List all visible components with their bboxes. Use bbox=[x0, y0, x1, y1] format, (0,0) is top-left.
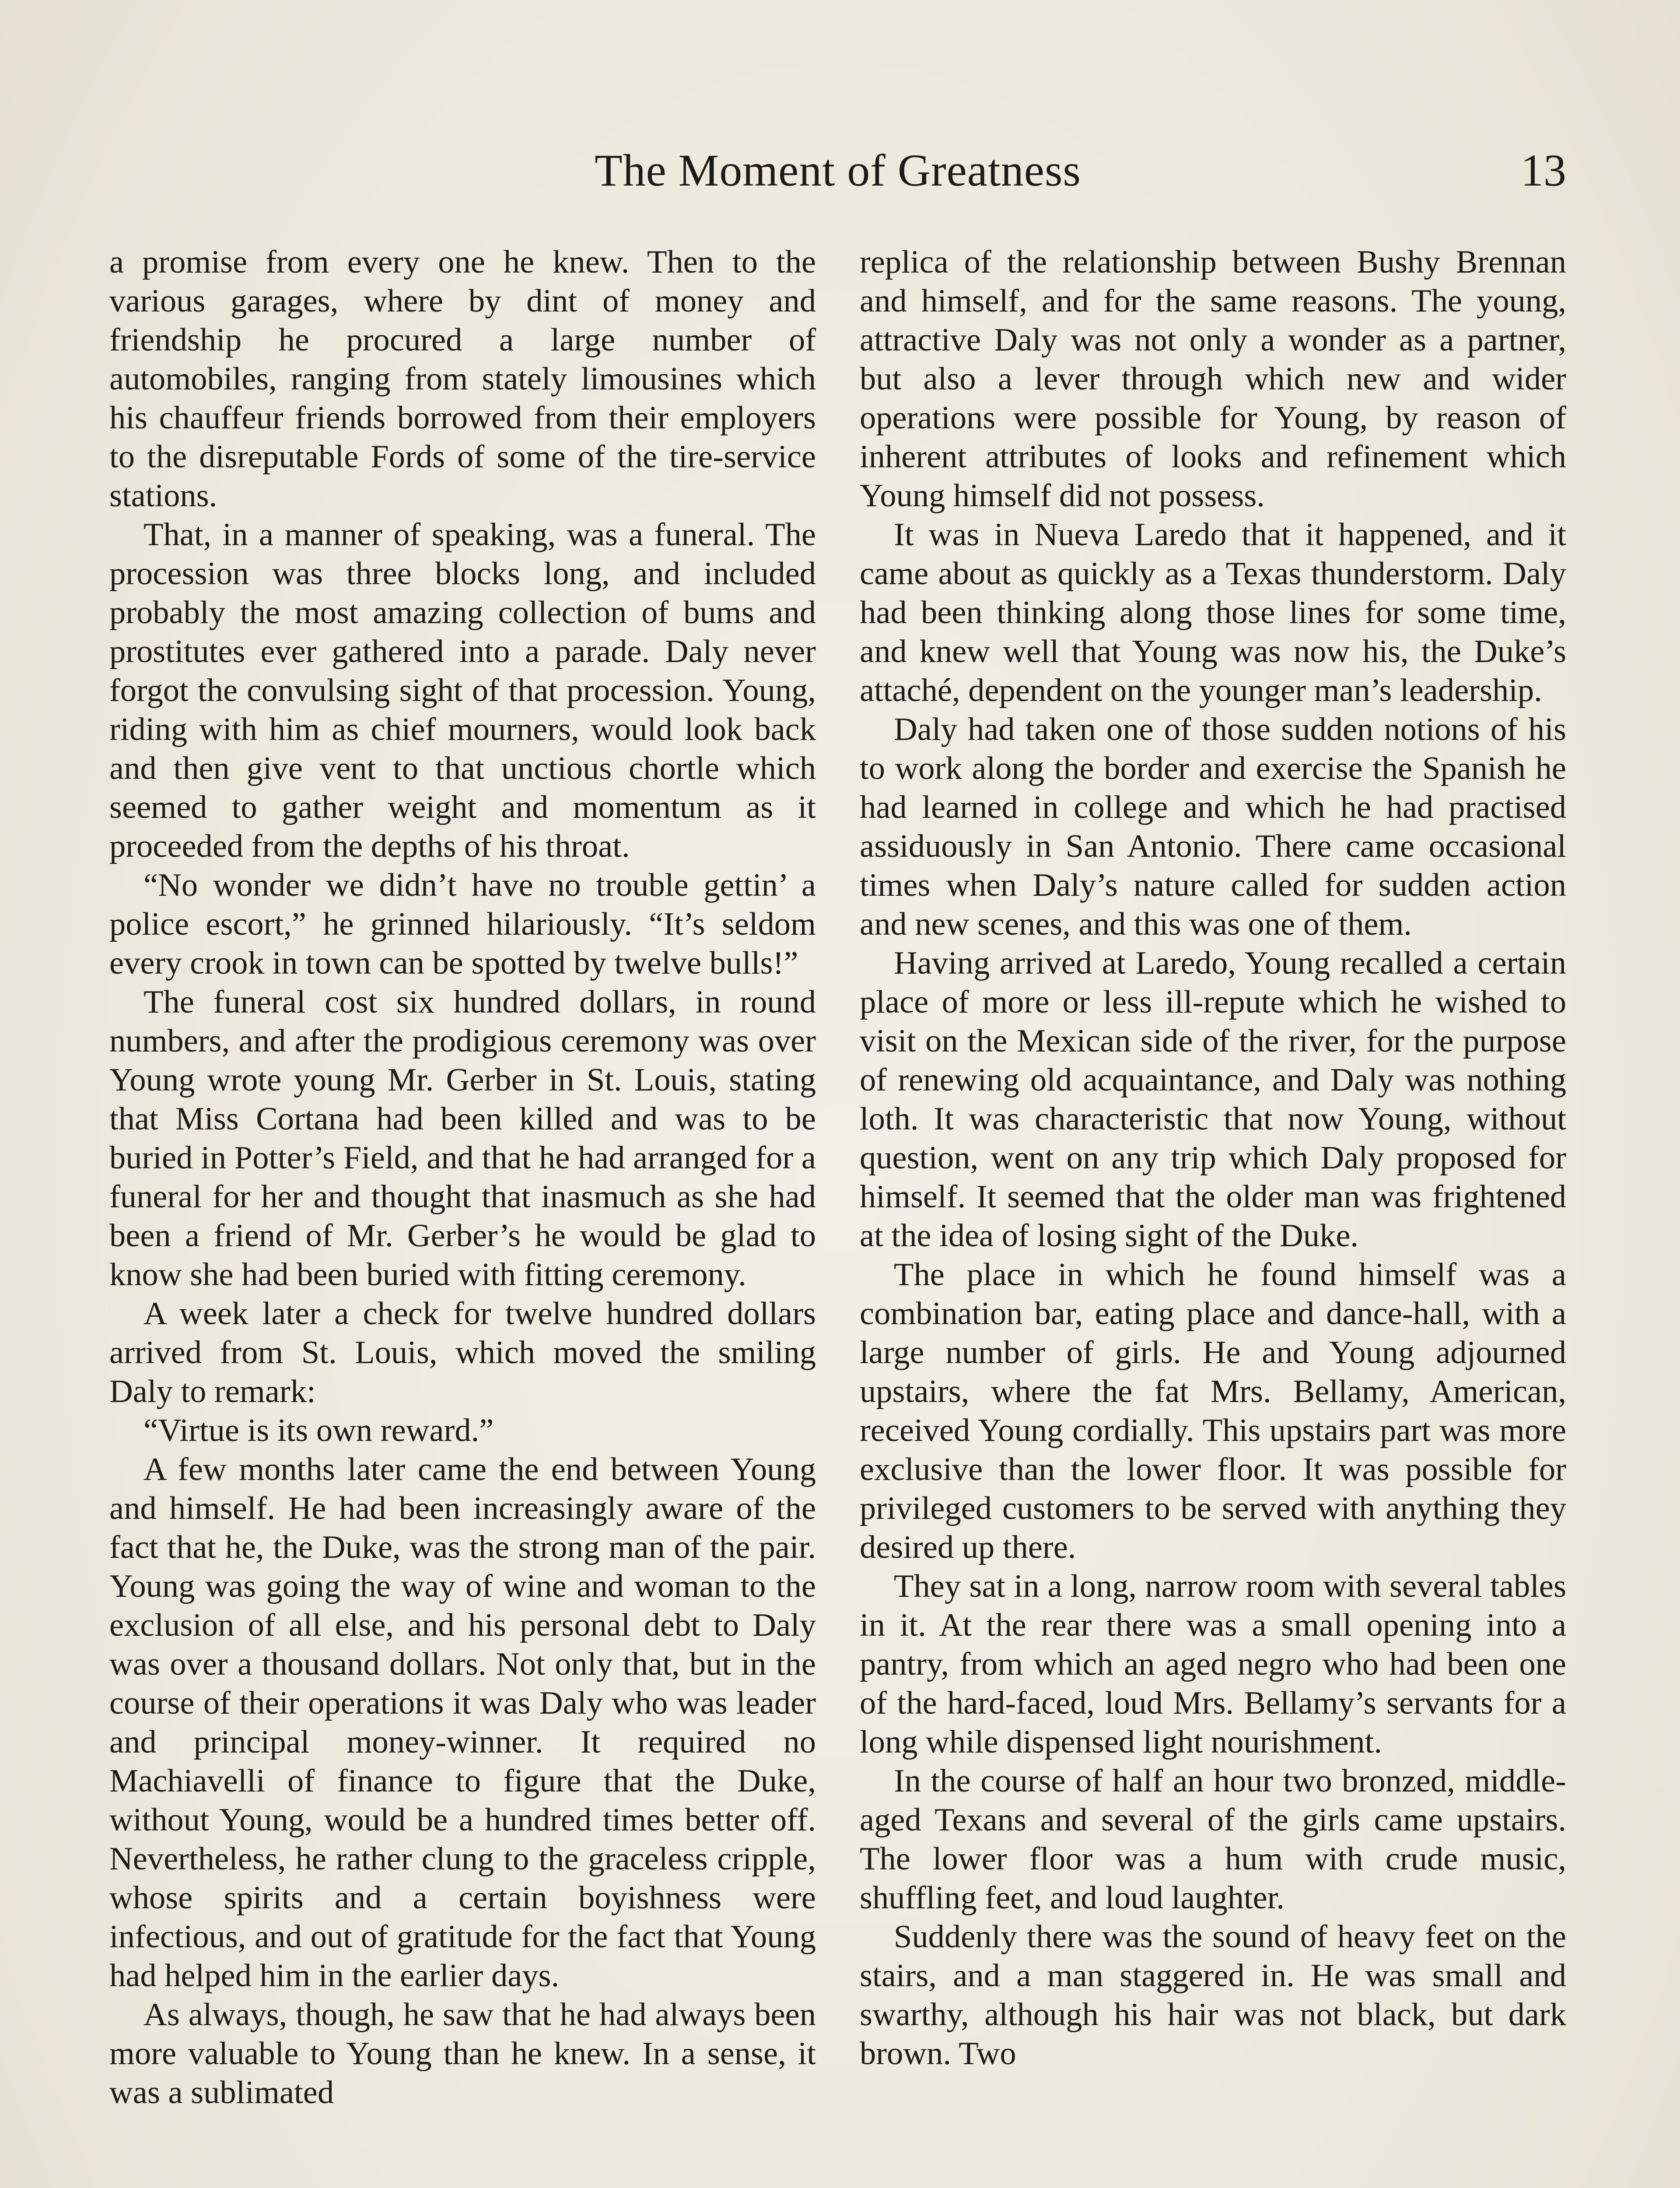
right-column bbox=[860, 243, 1566, 2073]
paragraph: They sat in a long, narrow room with several tables in it. At the rear there was a small opening into a pantry, from which an aged negro who had been one of the hard-faced, loud Mrs. Bellamy’s servants for a long while dispensed light nourishment. bbox=[860, 1568, 1566, 1760]
paragraph: “No wonder we didn’t have no trouble gettin’ a police escort,” he grinned hilariously. “It’s seldom every crook in town can be spotted by twelve bulls!” bbox=[109, 867, 816, 981]
running-title: The Moment of Greatness bbox=[595, 145, 1081, 196]
paragraph: A few months later came the end between Young and himself. He had been increasingly aware of the fact that he, the Duke, was the strong man of the pair. Young was going the way of wine and woman to the exclusion of all else, and his personal debt to Daly was over a thousand dollars. Not only that, but in the course of their operations it was Daly who was leader and principal money-winner. It required no Machiavelli of finance to figure that the Duke, without Young, would be a hundred times better off. Nevertheless, he rather clung to the graceless cripple, whose spirits and a certain boyishness were infectious, and out of gratitude for the fact that Young had helped him in the earlier days. bbox=[109, 1452, 816, 1994]
running-head bbox=[109, 140, 1566, 201]
paragraph: The place in which he found himself was a combination bar, eating place and dance-hall, with a large number of girls. He and Young adjourned upstairs, where the fat Mrs. Bellamy, American, received Young cordially. This upstairs part was more exclusive than the lower floor. It was possible for privileged customers to be served with anything they desired up there. bbox=[860, 1257, 1566, 1565]
paragraph: replica of the relationship between Bushy Brennan and himself, and for the same reasons. The young, attractive Daly was not only a wonder as a partner, but also a lever through which new and wider operations were possible for Young, by reason of inherent attributes of looks and refinement which Young himself did not possess. bbox=[860, 244, 1566, 514]
paragraph: Suddenly there was the sound of heavy feet on the stairs, and a man staggered in. He was small and swarthy, although his hair was not black, but dark brown. Two bbox=[860, 1919, 1566, 2072]
paragraph: a promise from every one he knew. Then to the various garages, where by dint of money and friendship he procured a large number of automobiles, ranging from stately limousines which his chauffeur friends borrowed from their employers to the disreputable Fords of some of the tire-service stations. bbox=[109, 244, 816, 514]
paragraph: It was in Nueva Laredo that it happened, and it came about as quickly as a Texas thunderstorm. Daly had been thinking along those lines for some time, and knew well that Young was now his, the Duke’s attaché, dependent on the younger man’s leadership. bbox=[860, 517, 1566, 708]
page-number: 13 bbox=[1521, 145, 1566, 196]
paragraph: Daly had taken one of those sudden notions of his to work along the border and exercise the Spanish he had learned in college and which he had practised assiduously in San Antonio. There came occasional times when Daly’s nature called for sudden action and new scenes, and this was one of them. bbox=[860, 712, 1566, 942]
paragraph: In the course of half an hour two bronzed, middle-aged Texans and several of the girls came upstairs. The lower floor was a hum with crude music, shuffling feet, and loud laughter. bbox=[860, 1763, 1566, 1916]
paragraph: That, in a manner of speaking, was a funeral. The procession was three blocks long, and included probably the most amazing collection of bums and prostitutes ever gathered into a parade. Daly never forgot the convulsing sight of that procession. Young, riding with him as chief mourners, would look back and then give vent to that unctious chortle which seemed to gather weight and momentum as it proceeded from the depths of his throat. bbox=[109, 517, 816, 864]
paragraph: Having arrived at Laredo, Young recalled a certain place of more or less ill-repute which he wished to visit on the Mexican side of the river, for the purpose of renewing old acquaintance, and Daly was nothing loth. It was characteristic that now Young, without question, went on any trip which Daly proposed for himself. It seemed that the older man was frightened at the idea of losing sight of the Duke. bbox=[860, 945, 1566, 1254]
paragraph: A week later a check for twelve hundred dollars arrived from St. Louis, which moved the smiling Daly to remark: bbox=[109, 1296, 816, 1410]
paragraph: “Virtue is its own reward.” bbox=[144, 1413, 494, 1448]
paragraph: The funeral cost six hundred dollars, in round numbers, and after the prodigious ceremony was over Young wrote young Mr. Gerber in St. Louis, stating that Miss Cortana had been killed and was to be buried in Potter’s Field, and that he had arranged for a funeral for her and thought that inasmuch as she had been a friend of Mr. Gerber’s he would be glad to know she had been buried with fitting ceremony. bbox=[109, 984, 816, 1293]
paragraph: As always, though, he saw that he had always been more valuable to Young than he knew. In a sense, it was a sublimated bbox=[109, 1997, 816, 2111]
left-column bbox=[109, 243, 816, 2112]
